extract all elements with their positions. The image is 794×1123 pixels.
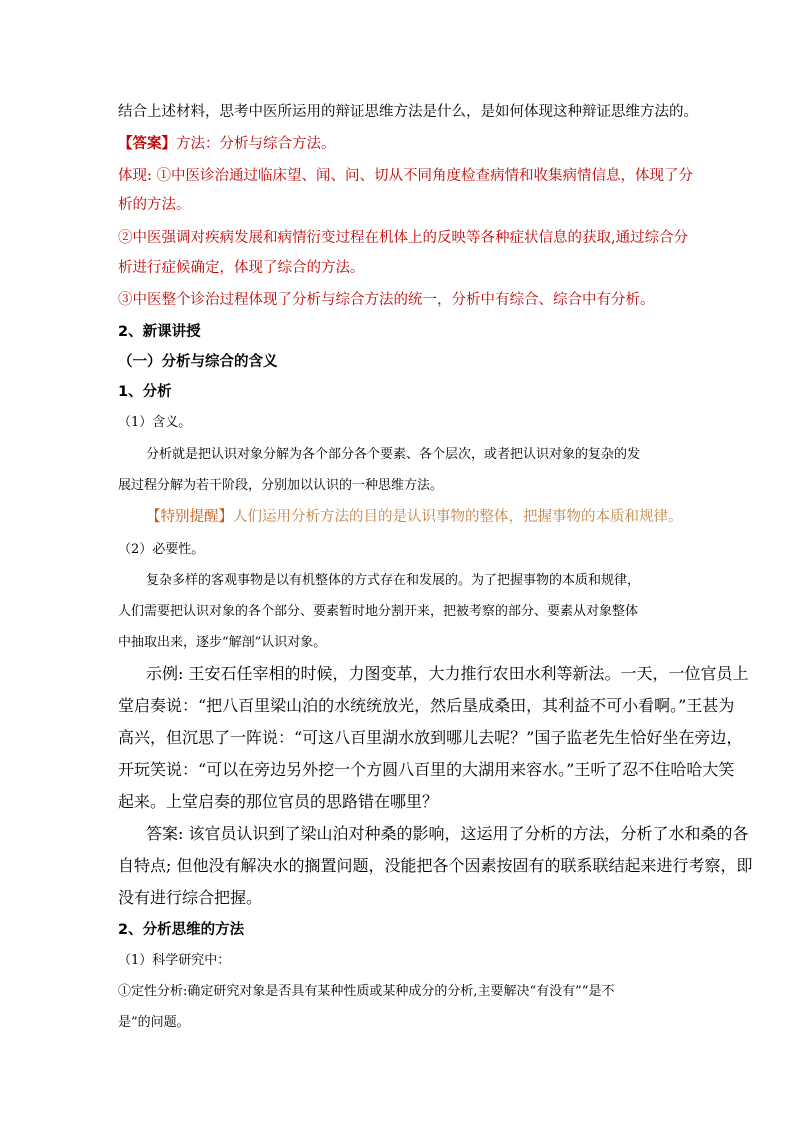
heading-part-1: （一）分析与综合的含义 — [118, 354, 278, 370]
necessity-label: （2）必要性。 — [118, 542, 205, 557]
reminder-line — [146, 507, 683, 527]
reminder-label: 【特别提醒】 — [146, 509, 233, 525]
example-line-e: 起来。上堂启奏的那位官员的思路错在哪里？ — [118, 792, 439, 811]
tixian-3: ③中医整个诊治过程体现了分析与综合方法的统一，分析中有综合、综合中有分析。 — [118, 292, 655, 308]
question-text: 结合上述材料，思考中医所运用的辩证思维方法是什么，是如何体现这种辩证思维方法的。 — [118, 104, 698, 120]
necessity-line-a: 复杂多样的客观事物是以有机整体的方式存在和发展的。为了把握事物的本质和规律， — [146, 573, 641, 588]
answer-label: 【答案】 — [118, 135, 176, 152]
reminder-text: 人们运用分析方法的目的是认识事物的整体，把握事物的本质和规律。 — [233, 509, 683, 525]
qualitative-line-a: ①定性分析:确定研究对象是否具有某种性质或某种成分的分析,主要解决“有没有”“是不 — [118, 984, 615, 999]
tixian-2a: ②中医强调对疾病发展和病情衍变过程在机体上的反映等各种症状信息的获取,通过综合分 — [118, 230, 689, 246]
answer2-line-a: 答案: 该官员认识到了梁山泊对种桑的影响，这运用了分析的方法，分析了水和桑的各 — [146, 824, 749, 843]
necessity-line-b: 人们需要把认识对象的各个部分、要素暂时地分割开来，把被考察的部分、要素从对象整体 — [118, 604, 639, 619]
meaning-line-a: 分析就是把认识对象分解为各个部分各个要素、各个层次，或者把认识对象的复杂的发 — [146, 447, 641, 462]
answer-text: 方法：分析与综合方法。 — [176, 136, 336, 152]
tixian-1a: 体现: ①中医诊治通过临床望、闻、问、切从不同角度检查病情和收集病情信息，体现了分 — [118, 168, 693, 184]
answer2-line-c: 没有进行综合把握。 — [118, 888, 263, 907]
meaning-line-b: 展过程分解为若干阶段，分别加以认识的一种思维方法。 — [118, 478, 444, 493]
qualitative-line-b: 是”的问题。 — [118, 1015, 190, 1030]
answer-line — [118, 134, 336, 154]
example-line-a: 示例: 王安石任宰相的时候，力图变革，大力推行农田水利等新法。一天，一位官员上 — [146, 664, 749, 683]
meaning-label: （1）含义。 — [118, 415, 192, 430]
example-line-c: 高兴，但沉思了一阵说：“可这八百里湖水放到哪儿去呢？”国子监老先生恰好坐在旁边， — [118, 728, 743, 747]
necessity-line-c: 中抽取出来，逐步“解剖”认识对象。 — [118, 635, 327, 650]
answer2-line-b: 自特点; 但他没有解决水的搁置问题，没能把各个因素按固有的联系联结起来进行考察，即 — [118, 856, 753, 875]
heading-new-lesson: 2、新课讲授 — [118, 324, 201, 340]
heading-analysis-method: 2、分析思维的方法 — [118, 922, 245, 938]
example-line-b: 堂启奏说：“把八百里梁山泊的水统统放光，然后垦成桑田，其利益不可小看啊。”王甚为 — [118, 696, 735, 715]
example-line-d: 开玩笑说：“可以在旁边另外挖一个方圆八百里的大湖用来容水。”王听了忍不住哈哈大笑 — [118, 760, 735, 779]
heading-analysis: 1、分析 — [118, 384, 172, 400]
science-research-label: （1）科学研究中： — [118, 953, 231, 968]
tixian-2b: 析进行症候确定，体现了综合的方法。 — [118, 260, 365, 276]
tixian-1b: 析的方法。 — [118, 197, 191, 213]
